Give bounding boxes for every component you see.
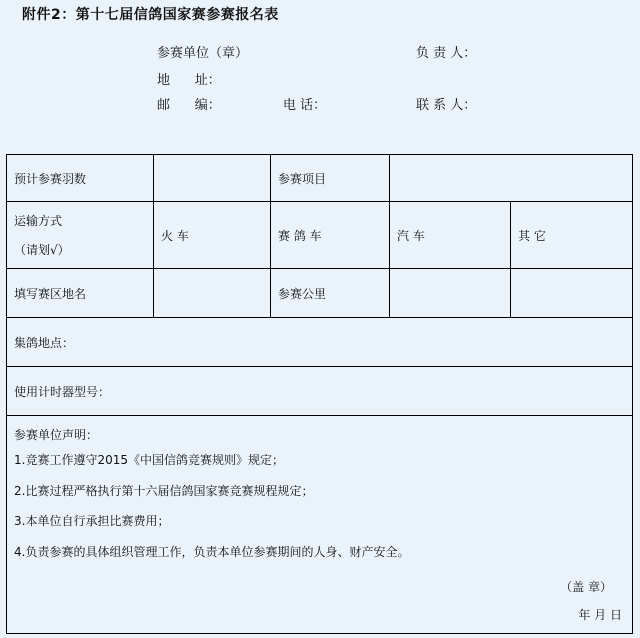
table-row [7, 269, 633, 318]
leader-label: 负 责 人： [416, 46, 477, 61]
distance-extra[interactable] [511, 269, 633, 318]
table-row [7, 318, 633, 367]
transport-option-other[interactable]: 其 它 [511, 202, 633, 269]
region-input[interactable] [154, 269, 271, 318]
statement-cell [7, 416, 633, 634]
table-row [7, 155, 633, 202]
statement-item: 3.本单位自行承担比赛费用； [14, 514, 170, 528]
transport-option-car[interactable]: 汽 车 [390, 202, 511, 269]
unit-label: 参赛单位（章） [157, 46, 249, 61]
statement-item: 1.竞赛工作遵守2015《中国信鸽竞赛规则》规定； [14, 453, 284, 467]
event-input[interactable] [390, 155, 633, 202]
transport-cell [7, 202, 154, 269]
statement-heading: 参赛单位声明： [14, 428, 99, 442]
postcode-label: 邮 编： [157, 98, 221, 113]
seal-label: （盖 章） [560, 580, 612, 594]
table-row [7, 367, 633, 416]
gather-location-field[interactable]: 集鸽地点： [7, 318, 633, 367]
table-row [7, 416, 633, 634]
date-label: 年 月 日 [578, 608, 622, 622]
pigeon-count-label: 预计参赛羽数 [7, 155, 154, 202]
phone-label: 电 话： [283, 98, 327, 113]
distance-label: 参赛公里 [271, 269, 390, 318]
statement-item: 2.比赛过程严格执行第十六届信鸽国家赛竞赛规程规定； [14, 483, 314, 498]
address-label: 地 址： [157, 73, 221, 88]
document-title: 附件2：第十七届信鸽国家赛参赛报名表 [22, 7, 279, 23]
registration-form-table [6, 154, 633, 634]
event-label: 参赛项目 [271, 155, 390, 202]
statement-item: 4.负责参赛的具体组织管理工作，负责本单位参赛期间的人身、财产安全。 [14, 544, 410, 559]
transport-note: （请划√） [14, 243, 70, 257]
region-label: 填写赛区地名 [7, 269, 154, 318]
transport-label: 运输方式 [14, 214, 63, 228]
table-row [7, 202, 633, 269]
transport-option-train[interactable]: 火 车 [154, 202, 271, 269]
transport-option-pigeon-truck[interactable]: 赛 鸽 车 [271, 202, 390, 269]
contact-label: 联 系 人： [416, 98, 477, 113]
distance-input[interactable] [390, 269, 511, 318]
pigeon-count-input[interactable] [154, 155, 271, 202]
timer-model-field[interactable]: 使用计时器型号： [7, 367, 633, 416]
